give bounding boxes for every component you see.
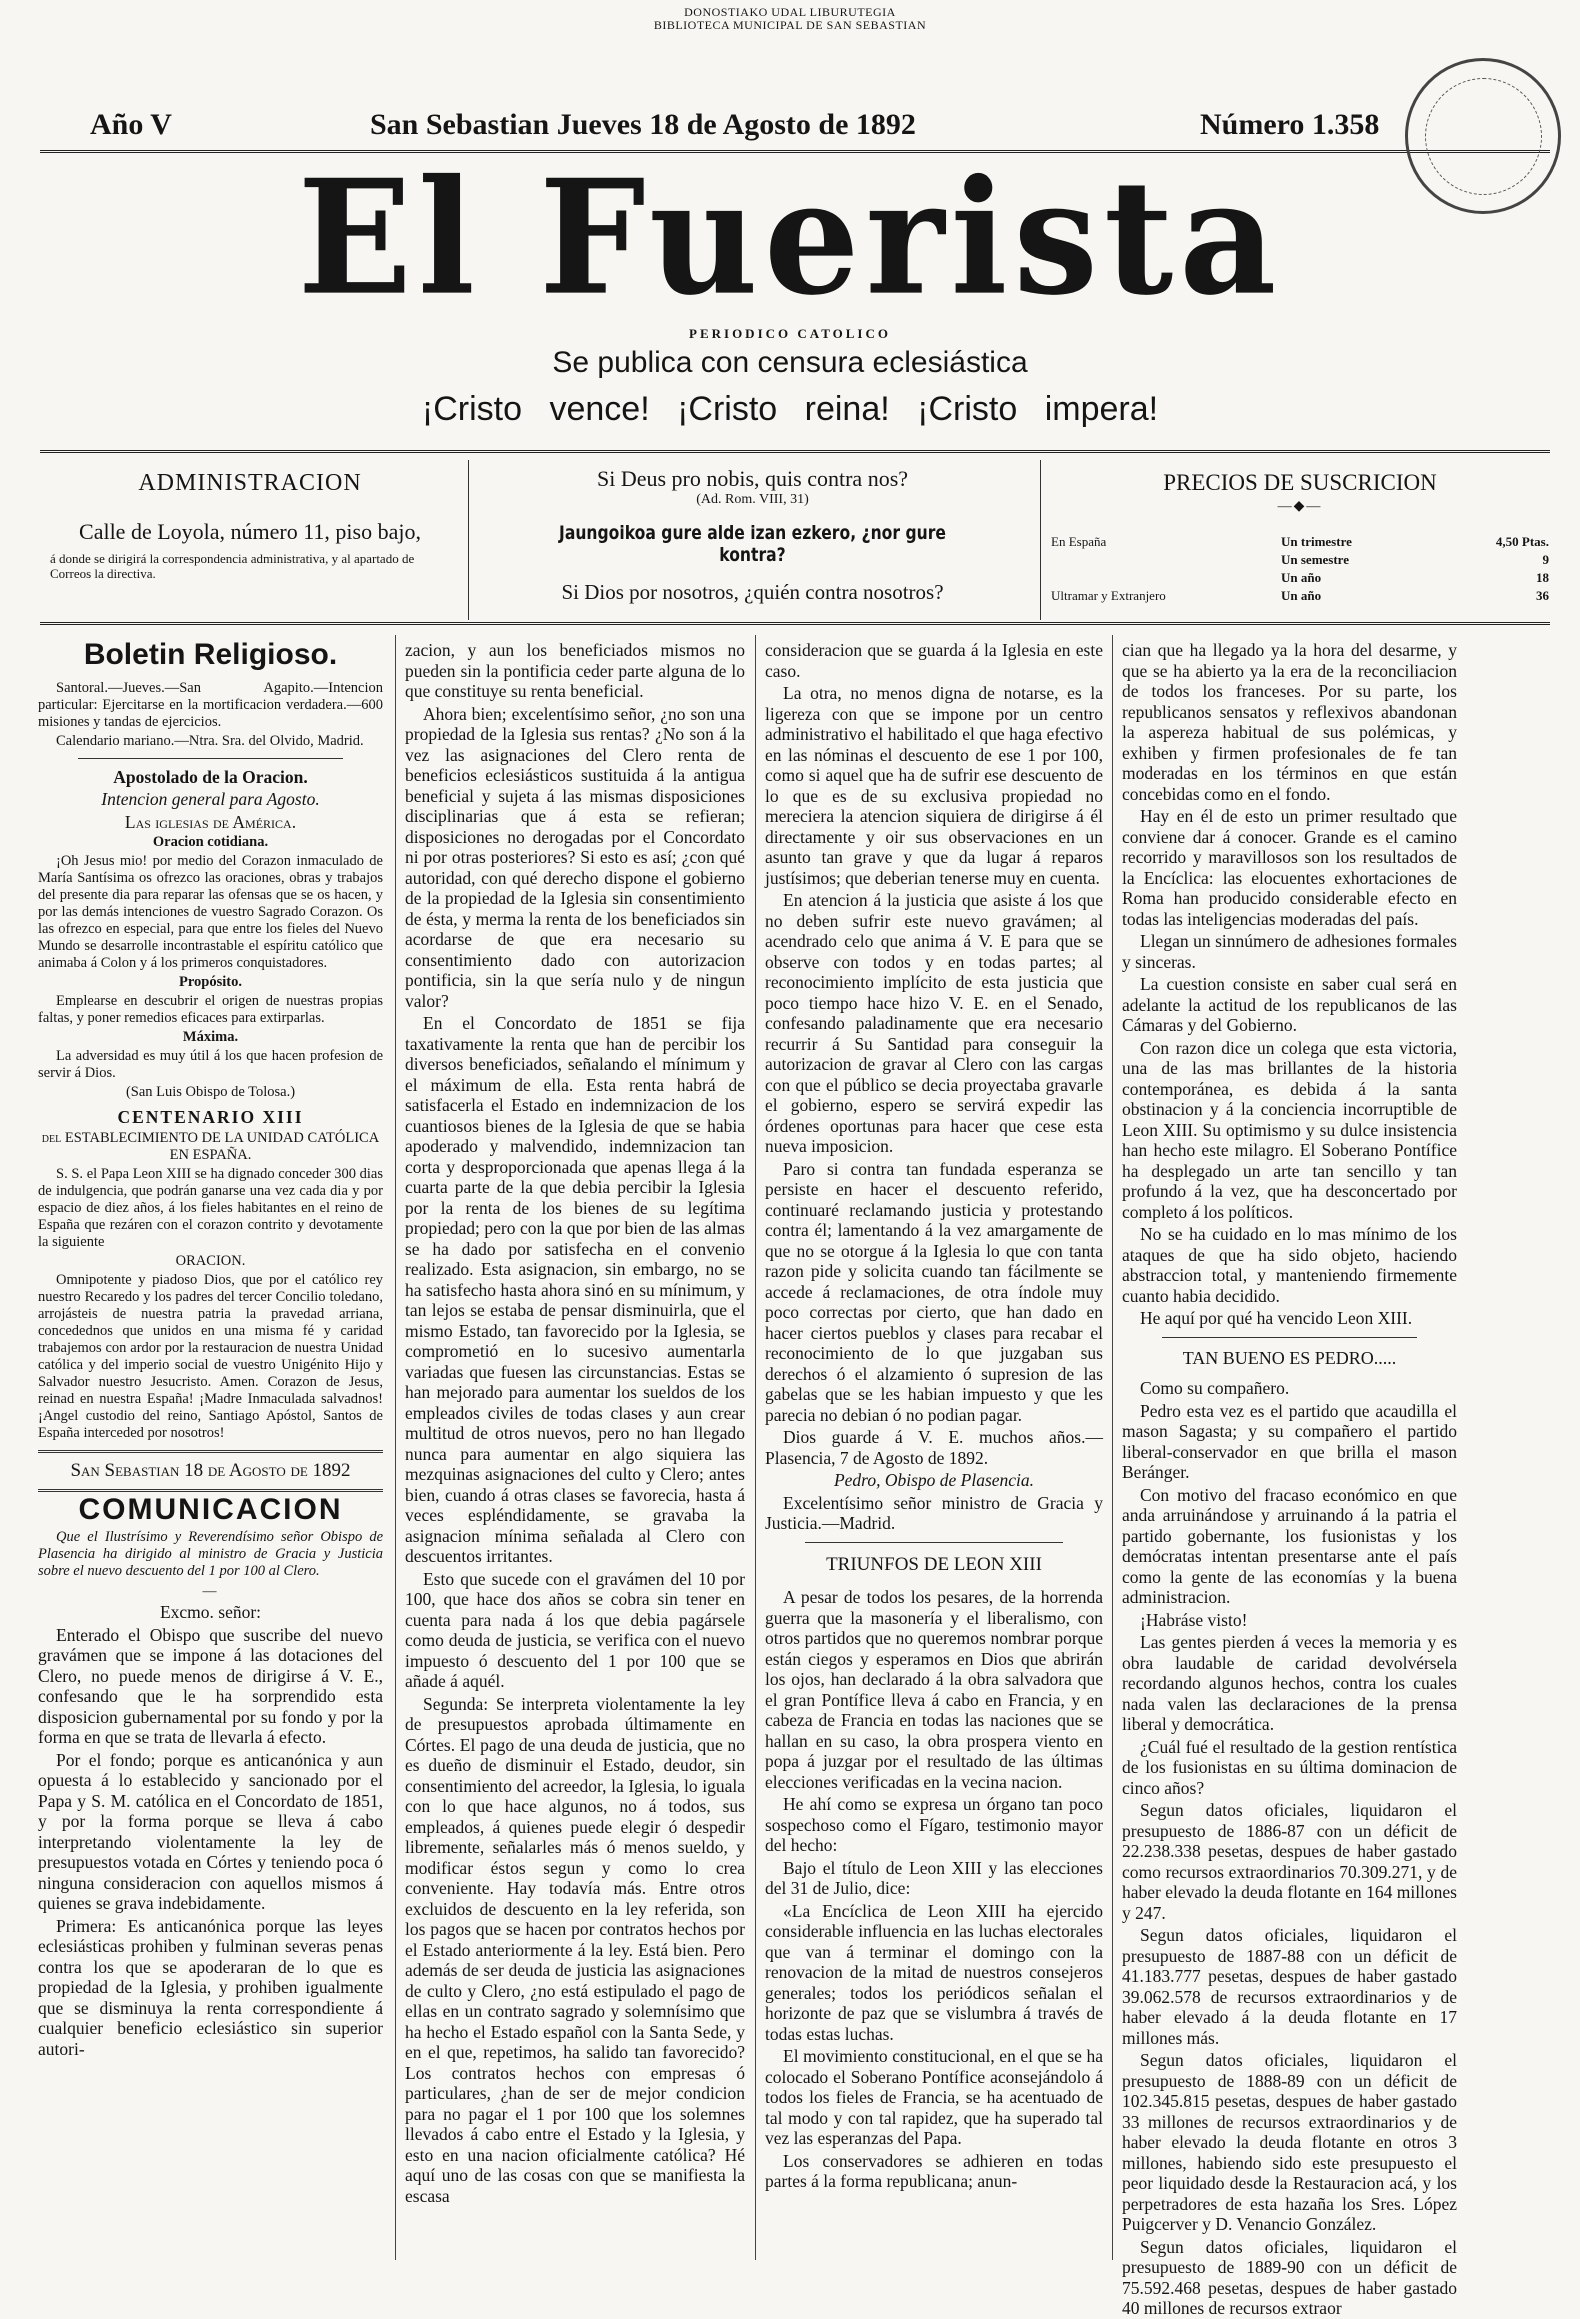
- paragraph: ¿Cuál fué el resultado de la gestion rentística de los fusionistas en su última dominacion de cinco años?: [1122, 1736, 1457, 1798]
- archive-stamp-line2: BIBLIOTECA MUNICIPAL DE SAN SEBASTIAN: [653, 18, 927, 32]
- price-row: Un año 18: [1281, 570, 1549, 585]
- paragraph: Con motivo del fracaso económico en que anda arruinándose y arruinando á la patria el partido gobernante, los fusionistas y los demócratas intentan presentarse ante el país como la gente de las economías y la buena administracion.: [1122, 1484, 1457, 1607]
- paragraph: Paro si contra tan fundada esperanza se persiste en hacer el descuento referido, continuaré reclamando justicia y protestando contra él; lamentando á la vez amargamente de que no se otorgue á la Iglesia lo que con tanta razon pide y solicita cuando tan fácilmente se accede á reclamaciones, de otra índole muy poco correctas por cierto, que han dado en hacer ciertos pueblos y clases para recabar el reconocimiento de lo que juzgaban sus derechos ó el alzamiento ó supresion de las gabelas que se les habian impuesto y que les parecia no debian ó no podian pagar.: [765, 1158, 1103, 1425]
- paragraph: «La Encíclica de Leon XIII ha ejercido considerable influencia en las luchas electorales que van á terminar el domingo con la renovacion de la mitad de nuestros consejeros generales; todos los periódicos señalan el horizonte de paz que se vislumbra á través de todas estas luchas.: [765, 1900, 1103, 2044]
- proposito-heading: Propósito.: [179, 974, 242, 990]
- oracion2-text: Omnipotente y piadoso Dios, que por el católico rey nuestro Recaredo y los padres del tercer Concilio toledano, arrojásteis de nuestra patria la pravedad arriana, concedednos que unidos en una misma fé y caridad trabajemos con ardor por la restauracion de nuestra Unidad católica y del imperio social de vuestro Unigénito Hijo y Salvador nuestro Jesucristo. Amen. Corazon de Jesus, reinad en nuestra España! ¡Madre Inmaculada salvadnos! ¡Angel custodio del reino, Santiago Apóstol, Santos de España interceded por nosotros!: [38, 1271, 383, 1441]
- rule-top: [40, 450, 1550, 453]
- issue-dateline: San Sebastian 18 de Agosto de 1892: [70, 1459, 351, 1481]
- rule-bottom: [40, 622, 1550, 625]
- admin-title: ADMINISTRACION: [138, 470, 362, 496]
- admin-box: [50, 470, 450, 581]
- paragraph: Segun datos oficiales, liquidaron el presupuesto de 1888-89 con un déficit de 102.345.815 pesetas, despues de haber gastado 33 millones de recursos extraordinarios y de haber elevado la deuda flotante en otros 3 millones, habiendo sido este presupuesto el peor liquidado desde la Restauracion acá, y los perpetradores de esta hazaña los Sres. López Puigcerver y D. Venancio González.: [1122, 2050, 1457, 2234]
- paragraph: Bajo el título de Leon XIII y las elecciones del 31 de Julio, dice:: [765, 1857, 1103, 1898]
- paragraph: Segun datos oficiales, liquidaron el presupuesto de 1886-87 con un déficit de 22.238.338 pesetas, despues de haber gastado como recursos extraordinarios 70.309.271, y de haber elevado la deuda flotante en 164 millones y 247.: [1122, 1800, 1457, 1923]
- newspaper-title: El Fuerista: [297, 145, 1283, 331]
- paragraph: Esto que sucede con el gravámen del 10 por 100, que hace dos años se cobra sin tener en cuenta para nada á los que debia pagársele como deuda de justicia, se verifica con el nuevo impuesto ó descuento del 1 por 100 que se añade á aquél.: [405, 1568, 745, 1691]
- paragraph: Con razon dice un colega que esta victoria, una de las mas brillantes de la historia contemporánea, es debida á la santa obstinacion y á la conciencia incorruptible de Leon XIII. Su optimismo y su dulce insistencia han hecho este milagro. El Soberano Pontífice ha desplegado un arte tan sencillo y tan profundo á la vez, que ha desconcertado por completo á los políticos.: [1122, 1037, 1457, 1222]
- oracion2-heading: ORACION.: [175, 1252, 246, 1269]
- paragraph: Ahora bien; excelentísimo señor, ¿no son una propiedad de la Iglesia sus rentas? ¿No son á la vez las asignaciones del Clero renta de beneficios eclesiásticos sustituida á la antigua beneficial y sujeta á las mismas disposiciones disciplinarias que á esta se refieran; disposiciones no derogadas por el Concordato ni por otras posteriores? Si esto es así; ¿con qué autoridad, con qué derecho dispone el gobierno de la propiedad de la Iglesia sin consentimiento de ésta, y merma la renta de los beneficiados sin acordarse de que era necesario su consentimiento dado con autorizacion pontificia, sin la que sería nulo y de ningun valor?: [405, 703, 745, 1011]
- paragraph: ¡Habráse visto!: [1140, 1609, 1248, 1630]
- intencion: Intencion general para Agosto.: [101, 789, 320, 809]
- column-2: [405, 640, 745, 2280]
- maxima-source: (San Luis Obispo de Tolosa.): [125, 1084, 296, 1100]
- paragraph: En atencion á la justicia que asiste á los que no deben sufrir este nuevo gravámen; al acendrado celo que anima á V. E para que se observe con todos y en todas partes; al reconocimiento implícito de esta justicia que poco tiempo hace hizo V. E. en el Senado, confesando paladinamente que era necesario recurrir á Su Santidad para conseguir la autorizacion de gravar al Clero con las cargas con que el público se decia proyectaba gravarle el gobierno, espero se servirá expedir las órdenes oportunas para hacer que cese esta nueva imposicion.: [765, 890, 1103, 1156]
- dateline-bar: [80, 108, 1420, 148]
- paragraph: Por el fondo; porque es anticanónica y aun opuesta á lo establecido y sancionado por el Papa y S. M. católica en el Concordato de 1851, y por la forma porque se lleva á cabo interpretando violentamente la ley de presupuestos votada en Córtes y teniendo poca ó ninguna consideracion con aquellos mismos á quienes se grava indebidamente.: [38, 1749, 383, 1913]
- year-label: Año V: [90, 108, 172, 141]
- calendario: Calendario mariano.—Ntra. Sra. del Olvido, Madrid.: [56, 732, 364, 749]
- iglesias: Las iglesias de América.: [124, 811, 297, 832]
- paragraph: Pedro esta vez es el partido que acaudilla el mason Sagasta; y su compañero el partido liberal-conservador en que brilla el mason Beránger.: [1122, 1400, 1457, 1482]
- motto-spanish: Si Dios por nosotros, ¿quién contra nosotros?: [561, 580, 944, 604]
- maxima-heading: Máxima.: [182, 1029, 239, 1045]
- column-rule: [755, 635, 756, 2260]
- prices-box: PRECIOS DE SUSCRICION —◆— En España Un trimestre 4,50 Ptas. Un semestre 9 Un año 18 Ultramar y Extranjero Un año 36: [1051, 470, 1549, 603]
- archive-stamp: [0, 6, 1580, 32]
- prices-table: [1050, 533, 1550, 605]
- comunicacion-heading: COMUNICACION: [78, 1493, 343, 1526]
- paragraph: Llegan un sinnúmero de adhesiones formales y sinceras.: [1122, 931, 1457, 972]
- paragraph: Primera: Es anticanónica porque las leyes eclesiásticas prohiben y fulminan severas penas contra los que se apoderaran de lo que es propiedad de la Iglesia, y prohiben igualmente que se disminuya la renta correspondiente á cualquier beneficio eclesiástico sin superior autori-: [38, 1915, 383, 2059]
- newspaper-subtitle: PERIODICO CATOLICO: [689, 326, 891, 341]
- column-1: Boletin Religioso. Santoral.—Jueves.—San Agapito.—Intencion particular: Ejercitarse en la mortificacion verdadera.—600 misiones y tandas de ejercicios. Calendario mariano.—Ntra. Sra. del Olvido, Madrid. Apostolado de la Oracion. Intencion general para Agosto. Las iglesias de América. Oracion cotidiana. ¡Oh Jesus mio! por medio del Corazon inmaculado de María Santísima os ofrezco las oraciones, obras y trabajos del presente dia para reparar las ofensas que se os hacen, y por las demás intenciones de vuestro Sagrado Corazon. Os las ofrezco en especial, para que entre los fieles del Nuevo Mundo se desarrolle incontrastable el espíritu católico que animaba á Colon y á los primeros conquistadores. Propósito. Emplearse en descubrir el origen de nuestras propias faltas, y poner remedios eficaces para extirparlas. Máxima. La adversidad es muy útil á los que hacen profesion de servir á Dios. (San Luis Obispo de Tolosa.) CENTENARIO XIII del ESTABLECIMIENTO DE LA UNIDAD CATÓLICA EN ESPAÑA. S. S. el Papa Leon XIII se ha dignado conceder 300 dias de indulgencia, que podrán ganarse una vez cada dia y por espacio de diez años, á los fieles habitantes en el reino de España que rezáren con el corazon contrito y devotamente la siguiente ORACION. Omnipotente y piadoso Dios, que por el católico rey nuestro Recaredo y los padres del tercer Concilio toledano, arrojásteis de nuestra patria la pravedad arriana, concedednos que unidos en una misma fé y caridad trabajemos con ardor por la restauracion de nuestra Unidad católica y del imperio social de vuestro Unigénito Hijo y Salvador nuestro Jesucristo. Amen. Corazon de Jesus, reinad en nuestra España! ¡Madre Inmaculada salvadnos! ¡Angel custodio del reino, Santiago Apóstol, Santos de España interceded por nosotros! San Sebastian 18 de Agosto de 1892 COMUNICACION Que el Ilustrísimo y Reverendísimo señor Obispo de Plasencia ha dirigido al ministro de Gracia y Justicia sobre el nuevo descuento del 1 por 100 al Clero. — Excmo. señor: Enterado el Obispo que suscribe del nuevo gravámen que se impone á las dotaciones del Clero, no puede menos de dirigirse á V. E., confesando que le ha sorprendido esta disposicion gubernamental por su fondo y por la forma en que se trata de llevarla á efecto. Por el fondo; porque es anticanónica y aun opuesta á lo establecido y sancionado por el Papa y S. M. católica en el Concordato de 1851, y por la forma porque se lleva á cabo interpretando violentamente la ley de presupuestos votada en Córtes y teniendo poca ó ninguna consideracion con aquellos mismos á quienes se grava indebidamente. Primera: Es anticanónica porque las leyes eclesiásticas prohiben y fulminan severas penas contra los que se apoderaran de lo que es propiedad de la Iglesia, y prohiben igualmente que se disminuya la renta correspondiente á cualquier beneficio eclesiástico sin superior autori-: [38, 638, 383, 2059]
- paragraph: Segunda: Se interpreta violentamente la ley de presupuestos aprobada últimamente en Córtes. El pago de una deuda de justicia, que no es dueño de disminuir el Estado, deudor, sin consentimiento del acreedor, la Iglesia, lo iguala con lo que hace algunos, no á todos, sus empleados, á quienes puede elegir ó despedir libremente, señalarles más ó menos sueldo, y modificar éstos segun y como lo crea conveniente. Hay todavía más. Entre otros excluidos de descuento en la ley referida, son los pagos que se hacen por contratos hechos por el Estado anteriormente á la ley. Está bien. Pero además de ser deuda de justicia las asignaciones de culto y Clero, ¿no está estipulado el pago de ellas en un contrato sagrado y solemnísimo que ha hecho el Estado español con la Santa Sede, y en el que, repetimos, ha salido tan favorecido? Los contratos hechos con empresas ó particulares, ¿han de ser de mejor condicion para no pagar el 1 por 100 que los solemnes llevados á cabo entre el Estado y la Iglesia, y esto en una nacion oficialmente católica? Hé aquí uno de las cosas con que se manifiesta la escasa: [405, 1693, 745, 2206]
- column-rule: [395, 635, 396, 2260]
- admin-address: Calle de Loyola, número 11, piso bajo,: [79, 519, 421, 544]
- paragraph: Enterado el Obispo que suscribe del nuevo gravámen que se impone á las dotaciones del Clero, no puede menos de dirigirse á V. E., confesando que le ha sorprendido esta disposicion gubernamental por su fondo y por la forma en que se trata de llevarla á efecto.: [38, 1624, 383, 1747]
- motto-ref: (Ad. Rom. VIII, 31): [696, 492, 809, 507]
- prices-title: PRECIOS DE SUSCRICION: [1163, 470, 1437, 495]
- paragraph: Hay en él de esto un primer resultado que conviene dar á conocer. Grande es el camino recorrido y maravillosos son los resultados de la Encíclica: las elocuentes exhortaciones de Roma han producido considerable efecto en todas las inteligencias moderadas del país.: [1122, 806, 1457, 929]
- paragraph: He aquí por qué ha vencido Leon XIII.: [1140, 1308, 1413, 1328]
- paragraph: Excelentísimo señor ministro de Gracia y Justicia.—Madrid.: [765, 1492, 1103, 1533]
- excmo: Excmo. señor:: [159, 1602, 262, 1622]
- paragraph: zacion, y aun los beneficiados mismos no pueden sin la pontificia ceder parte alguna de lo que constituye su renta beneficial.: [405, 640, 745, 701]
- tan-bueno-heading: TAN BUENO ES PEDRO.....: [1182, 1347, 1397, 1368]
- column-rule: [1112, 635, 1113, 2260]
- paragraph: En el Concordato de 1851 se fija taxativamente la renta que han de percibir los diversos beneficiados, señalando el mínimum y el máximum de ella. Esta renta habrá de satisfacerla el Estado en indemnizacion de los cuantiosos bienes de la Iglesia de que se habia apoderado y malvendido, indemnizacion tan corta y desproporcionada que apenas llega á la cuarta parte de la que debia percibir la Iglesia por la renta de los bienes de su legítima propiedad; pero con la que por bien de las almas se ha dado por satisfecha en el convenio realizado. Esta asignacion, sin embargo, no se ha satisfecho hasta ahora sinó en su mínimum, y tan lejos se estaba de pensar disminuirla, que el mismo Estado, tan favorecido por la Iglesia, se comprometió en lo sucesivo aumentarla variadas que fuesen las circunstancias. Estas se han mejorado para aumentar los sueldos de los empleados civiles de todas clases y aun crear multitud de otros nuevos, pero no han llegado nunca para aumentar en algo siquiera las mezquinas asignaciones del culto y Clero; antes bien, cuando á otras clases se favorecia, hasta á veces espléndidamente, se gravaba la asignacion mínima señalada al Clero con descuentos irritantes.: [405, 1013, 745, 1566]
- admin-note: á donde se dirigirá la correspondencia administrativa, y al apartado de Correos la directiva.: [50, 551, 415, 581]
- paragraph: Los conservadores se adhieren en todas partes á la forma republicana; anun-: [765, 2150, 1103, 2191]
- centenario-sub: del ESTABLECIMIENTO DE LA UNIDAD CATÓLICA EN ESPAÑA.: [41, 1129, 380, 1163]
- archive-stamp-line1: DONOSTIAKO UDAL LIBURUTEGIA: [684, 5, 896, 19]
- apostolado-heading: Apostolado de la Oracion.: [113, 766, 308, 787]
- motto-basque: Jaungoikoa gure alde izan ezkero, ¿nor gure kontra?: [559, 522, 946, 566]
- issue-number: Número 1.358: [1200, 108, 1380, 141]
- paragraph: A pesar de todos los pesares, de la horrenda guerra que la masonería y el liberalismo, con otros partidos que no queremos nombrar porque están ciegos y esperamos en Dios que abrirán los ojos, han declarado á la obra salvadora que el gran Pontífice lleva á cabo en Francia, y en cabeza de Francia en todas las naciones que se hallan en su caso, la obra prospera viento en popa á juzgar por el resultado de las últimas elecciones verificadas en la vecina nacion.: [765, 1587, 1103, 1792]
- box-divider: [468, 460, 469, 620]
- date-label: San Sebastian Jueves 18 de Agosto de 1892: [370, 108, 916, 141]
- centenario-text: S. S. el Papa Leon XIII se ha dignado conceder 300 dias de indulgencia, que podrán ganarse una vez cada dia y por espacio de diez años, á los fieles habitantes en el reino de España que rezáren con el corazon contrito y devotamente la siguiente: [38, 1165, 383, 1250]
- price-row: Ultramar y Extranjero Un año 36: [1051, 588, 1549, 603]
- price-row: En España Un trimestre 4,50 Ptas.: [1051, 534, 1549, 549]
- paragraph: consideracion que se guarda á la Iglesia en este caso.: [765, 640, 1103, 681]
- column-4: [1122, 640, 1457, 2318]
- paragraph: Segun datos oficiales, liquidaron el presupuesto de 1889-90 con un déficit de 75.592.468 pesetas, despues de haber gastado 40 millones de recursos extraor: [1122, 2236, 1457, 2318]
- maxima-text: La adversidad es muy útil á los que hacen profesion de servir á Dios.: [38, 1048, 383, 1081]
- paragraph: La otra, no menos digna de notarse, es la ligereza con que se impone por un centro administrativo el habilitado el que haga efectivo en las nóminas el descuento de ese 1 por 100, como si aquel que ha de sufrir ese descuento de lo que es de su exclusiva propiedad no mereciera la atencion siquiera de dirigirse á él directamente y oir sus observaciones en un asunto tan grave y que da lugar á reparos justísimos; que deberian tenerse muy en cuenta.: [765, 683, 1103, 888]
- column-3: [765, 640, 1103, 2280]
- oracion-heading: Oracion cotidiana.: [152, 834, 269, 850]
- proposito-text: Emplearse en descubrir el origen de nuestras propias faltas, y poner remedios eficaces para extirparlas.: [38, 993, 383, 1026]
- paragraph: Dios guarde á V. E. muchos años.—Plasencia, 7 de Agosto de 1892.: [765, 1427, 1103, 1468]
- boletin-heading: Boletin Religioso.: [83, 638, 338, 671]
- motto-latin: Si Deus pro nobis, quis contra nos?: [596, 466, 909, 491]
- santoral: Santoral.—Jueves.—San Agapito.—Intencion particular: Ejercitarse en la mortificacion verdadera.—600 misiones y tandas de ejercicios.: [38, 679, 383, 730]
- triunfos-heading: TRIUNFOS DE LEON XIII: [826, 1553, 1042, 1575]
- paragraph: Las gentes pierden á veces la memoria y es obra laudable de caridad devolvérsela recordando algunos hechos, contra los cuales nada valen las declaraciones de la prensa liberal y democrática.: [1122, 1632, 1457, 1734]
- price-row: Un semestre 9: [1281, 552, 1549, 567]
- oracion-text: ¡Oh Jesus mio! por medio del Corazon inmaculado de María Santísima os ofrezco las oraciones, obras y trabajos del presente dia para reparar las ofensas que se os hacen, y por las demás intenciones de vuestro Sagrado Corazon. Os las ofrezco en especial, para que entre los fieles del Nuevo Mundo se desarrolle incontrastable el espíritu católico que animaba á Colon y á los primeros conquistadores.: [38, 853, 383, 971]
- paragraph: cian que ha llegado ya la hora del desarme, y que se ha abierto ya la era de la reconciliacion de todos los franceses. Por su parte, los republicanos sensatos y reflexivos abandonan la aspereza habitual de sus polémicas, y exhiben y firmen profesionales de fe tan moderadas en los términos en que están concebidas como en el fondo.: [1122, 640, 1457, 804]
- motto-box: [480, 466, 1025, 605]
- paragraph: La cuestion consiste en saber cual será en adelante la actitud de los republicanos de las Cámaras y del Gobierno.: [1122, 974, 1457, 1035]
- comunicacion-sub: Que el Ilustrísimo y Reverendísimo señor Obispo de Plasencia ha dirigido al ministro de Gracia y Justicia sobre el nuevo descuento del 1 por 100 al Clero.: [38, 1528, 383, 1579]
- censorship-note: Se publica con censura eclesiástica: [552, 346, 1028, 379]
- box-divider-2: [1040, 460, 1041, 620]
- paragraph: El movimiento constitucional, en el que se ha colocado el Soberano Pontífice aconsejándolo á todos los fieles de Francia, se ha acentuado de tal modo y con tal rapidez, que ha superado tal vez las esperanzas del Papa.: [765, 2046, 1103, 2148]
- paragraph: No se ha cuidado en lo mas mínimo de los ataques de que ha sido objeto, haciendo abstraccion total, y manteniendo firmemente cuanto habia decidido.: [1122, 1224, 1457, 1306]
- paragraph: He ahí como se expresa un órgano tan poco sospechoso como el Fígaro, testimonio mayor del hecho:: [765, 1794, 1103, 1855]
- paragraph: Como su compañero.: [1140, 1378, 1290, 1398]
- signature: Pedro, Obispo de Plasencia.: [833, 1470, 1035, 1490]
- paragraph: Segun datos oficiales, liquidaron el presupuesto de 1887-88 con un déficit de 41.183.777 pesetas, despues de haber gastado 39.062.578 de recursos extraordinarios y de haber elevado á la deuda flotante en 17 millones más.: [1122, 1925, 1457, 2048]
- motto: ¡Cristo vence! ¡Cristo reina! ¡Cristo impera!: [421, 390, 1159, 428]
- centenario-heading: CENTENARIO XIII: [117, 1107, 304, 1127]
